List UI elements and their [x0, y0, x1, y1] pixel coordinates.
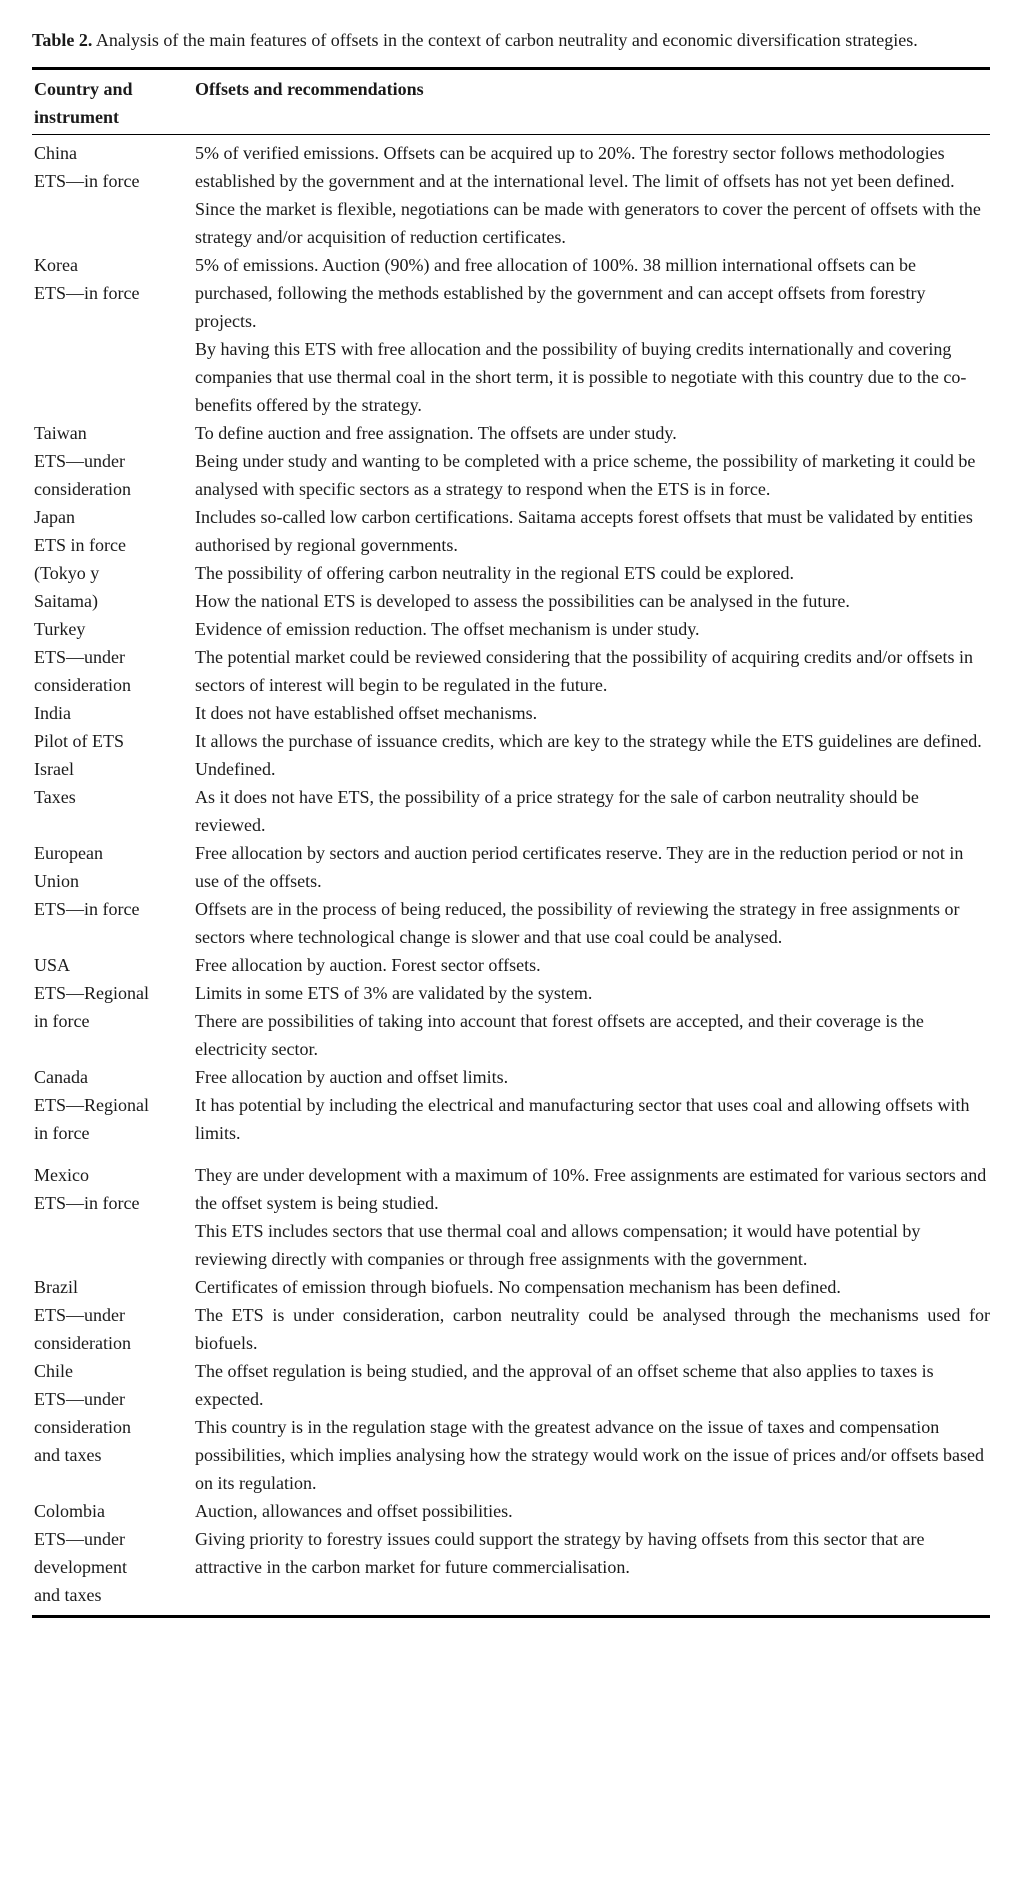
country-cell: [34, 139, 195, 251]
country-line: development: [34, 1557, 127, 1577]
country-line: ETS—in force: [34, 283, 140, 303]
description-paragraph: Offsets are in the process of being reduced, the possibility of reviewing the strategy in free assignments or sectors where technological change is slower and that use coal could be analysed.: [195, 899, 960, 947]
description-cell: [195, 419, 990, 503]
description-paragraph: Giving priority to forestry issues could support the strategy by having offsets from this sector that are attractive in the carbon market for future commercialisation.: [195, 1529, 925, 1577]
country-line: Colombia: [34, 1501, 105, 1521]
description-cell: [195, 615, 990, 699]
description-paragraph: It has potential by including the electrical and manufacturing sector that uses coal and allowing offsets with limits.: [195, 1095, 970, 1143]
description-paragraph: Free allocation by auction. Forest sector offsets.: [195, 955, 541, 975]
description-paragraph: Since the market is flexible, negotiations can be made with generators to cover the percent of offsets with the strategy and/or acquisition of reduction certificates.: [195, 199, 981, 247]
country-cell: [34, 251, 195, 419]
country-line: Turkey: [34, 619, 86, 639]
country-line: Korea: [34, 255, 78, 275]
country-line: ETS—in force: [34, 1193, 140, 1213]
country-line: Brazil: [34, 1277, 78, 1297]
description-paragraph: The potential market could be reviewed considering that the possibility of acquiring credits and/or offsets in sectors of interest will begin to be regulated in the future.: [195, 647, 973, 695]
table-row: [34, 615, 990, 699]
country-cell: [34, 1273, 195, 1357]
description-paragraph: This ETS includes sectors that use thermal coal and allows compensation; it would have potential by reviewing directly with companies or through free assignments with the government.: [195, 1221, 921, 1269]
description-cell: [195, 699, 990, 755]
country-cell: [34, 699, 195, 755]
description-paragraph: Includes so-called low carbon certifications. Saitama accepts forest offsets that must be validated by entities authorised by regional governments.: [195, 507, 973, 555]
country-line: ETS—under: [34, 1529, 125, 1549]
description-paragraph: By having this ETS with free allocation and the possibility of buying credits internationally and covering companies that use thermal coal in the short term, it is possible to negotiate with this country due to the co-benefits offered by the strategy.: [195, 339, 967, 415]
table-row: [34, 503, 990, 615]
country-line: in force: [34, 1011, 90, 1031]
description-paragraph: Free allocation by auction and offset limits.: [195, 1067, 509, 1087]
country-line: Pilot of ETS: [34, 731, 125, 751]
country-cell: [34, 755, 195, 839]
country-line: Chile: [34, 1361, 73, 1381]
description-paragraph: Being under study and wanting to be completed with a price scheme, the possibility of marketing it could be analysed with specific sectors as a strategy to respond when the ETS is in force.: [195, 451, 976, 499]
country-line: consideration: [34, 1417, 131, 1437]
table-row: [34, 1161, 990, 1273]
table-bottom-rule: [32, 1615, 990, 1618]
table-header-row: [32, 70, 990, 134]
country-line: ETS—under: [34, 1305, 125, 1325]
description-paragraph: 5% of verified emissions. Offsets can be acquired up to 20%. The forestry sector follows methodologies established by the government and at the international level. The limit of offsets has not yet been defined.: [195, 143, 955, 191]
description-cell: [195, 1273, 990, 1357]
country-line: China: [34, 143, 77, 163]
country-cell: [34, 1497, 195, 1609]
country-cell: [34, 1063, 195, 1147]
country-line: ETS—under: [34, 1389, 125, 1409]
column-header-country-and-instrument: Country and instrument: [34, 79, 133, 127]
country-line: ETS—Regional: [34, 1095, 149, 1115]
description-paragraph: To define auction and free assignation. The offsets are under study.: [195, 423, 677, 443]
country-line: ETS—under: [34, 451, 125, 471]
country-cell: [34, 419, 195, 503]
description-paragraph: The ETS is under consideration, carbon neutrality could be analysed through the mechanisms used for biofuels.: [195, 1305, 990, 1353]
description-cell: [195, 839, 990, 951]
country-line: India: [34, 703, 71, 723]
country-line: ETS—in force: [34, 171, 140, 191]
description-paragraph: As it does not have ETS, the possibility of a price strategy for the sale of carbon neutrality should be reviewed.: [195, 787, 919, 835]
country-line: and taxes: [34, 1445, 102, 1465]
description-cell: [195, 1161, 990, 1273]
description-paragraph: The offset regulation is being studied, and the approval of an offset scheme that also applies to taxes is expected.: [195, 1361, 934, 1409]
table-row: [34, 1273, 990, 1357]
description-paragraph: Evidence of emission reduction. The offset mechanism is under study.: [195, 619, 700, 639]
country-line: consideration: [34, 675, 131, 695]
table-row: [34, 139, 990, 251]
country-line: ETS—Regional: [34, 983, 149, 1003]
description-cell: [195, 503, 990, 615]
description-paragraph: How the national ETS is developed to assess the possibilities can be analysed in the future.: [195, 591, 850, 611]
description-paragraph: There are possibilities of taking into account that forest offsets are accepted, and their coverage is the electricity sector.: [195, 1011, 924, 1059]
table-body: [32, 135, 990, 1615]
description-paragraph: Certificates of emission through biofuels. No compensation mechanism has been defined.: [195, 1277, 841, 1297]
description-cell: [195, 251, 990, 419]
description-paragraph: It allows the purchase of issuance credits, which are key to the strategy while the ETS guidelines are defined.: [195, 731, 982, 751]
table-row: [34, 419, 990, 503]
country-cell: [34, 503, 195, 615]
country-cell: [34, 839, 195, 951]
country-cell: [34, 615, 195, 699]
table-row: [34, 755, 990, 839]
description-paragraph: This country is in the regulation stage with the greatest advance on the issue of taxes and compensation possibilities, which implies analysing how the strategy would work on the issue of prices and/or offsets based on its regulation.: [195, 1417, 985, 1493]
country-line: ETS—in force: [34, 899, 140, 919]
table-row: [34, 1063, 990, 1147]
table-caption-text: Analysis of the main features of offsets in the context of carbon neutrality and economic diversification strategies.: [95, 30, 918, 50]
country-line: ETS—under: [34, 647, 125, 667]
country-line: European: [34, 843, 103, 863]
country-line: Japan: [34, 507, 75, 527]
description-paragraph: They are under development with a maximum of 10%. Free assignments are estimated for various sectors and the offset system is being studied.: [195, 1165, 987, 1213]
country-line: Saitama): [34, 591, 98, 611]
country-cell: [34, 1161, 195, 1273]
country-line: Mexico: [34, 1165, 89, 1185]
table-caption: [32, 26, 990, 54]
description-paragraph: Auction, allowances and offset possibilities.: [195, 1501, 513, 1521]
description-paragraph: 5% of emissions. Auction (90%) and free allocation of 100%. 38 million international offsets can be purchased, following the methods established by the government and can accept offsets from forestry projects.: [195, 255, 926, 331]
country-line: consideration: [34, 1333, 131, 1353]
country-line: Israel: [34, 759, 74, 779]
description-cell: [195, 1063, 990, 1147]
country-cell: [34, 1357, 195, 1497]
country-line: consideration: [34, 479, 131, 499]
table-row: [34, 251, 990, 419]
table-row: [34, 1357, 990, 1497]
country-line: Union: [34, 871, 79, 891]
country-line: ETS in force: [34, 535, 126, 555]
table-row: [34, 951, 990, 1063]
description-paragraph: Free allocation by sectors and auction period certificates reserve. They are in the reduction period or not in use of the offsets.: [195, 843, 964, 891]
column-header-offsets-and-recommendations: Offsets and recommendations: [195, 79, 424, 99]
description-paragraph: Limits in some ETS of 3% are validated by the system.: [195, 983, 593, 1003]
table-row: [34, 699, 990, 755]
description-cell: [195, 755, 990, 839]
description-cell: [195, 139, 990, 251]
country-line: (Tokyo y: [34, 563, 100, 583]
description-paragraph: Undefined.: [195, 759, 276, 779]
country-line: Taxes: [34, 787, 76, 807]
description-paragraph: It does not have established offset mechanisms.: [195, 703, 538, 723]
country-line: Canada: [34, 1067, 88, 1087]
table-row: [34, 839, 990, 951]
description-cell: [195, 1357, 990, 1497]
country-cell: [34, 951, 195, 1063]
description-cell: [195, 1497, 990, 1609]
country-line: and taxes: [34, 1585, 102, 1605]
country-line: USA: [34, 955, 71, 975]
description-cell: [195, 951, 990, 1063]
country-line: in force: [34, 1123, 90, 1143]
country-line: Taiwan: [34, 423, 87, 443]
table-row: [34, 1497, 990, 1609]
table-caption-label: Table 2.: [32, 30, 93, 50]
description-paragraph: The possibility of offering carbon neutrality in the regional ETS could be explored.: [195, 563, 795, 583]
